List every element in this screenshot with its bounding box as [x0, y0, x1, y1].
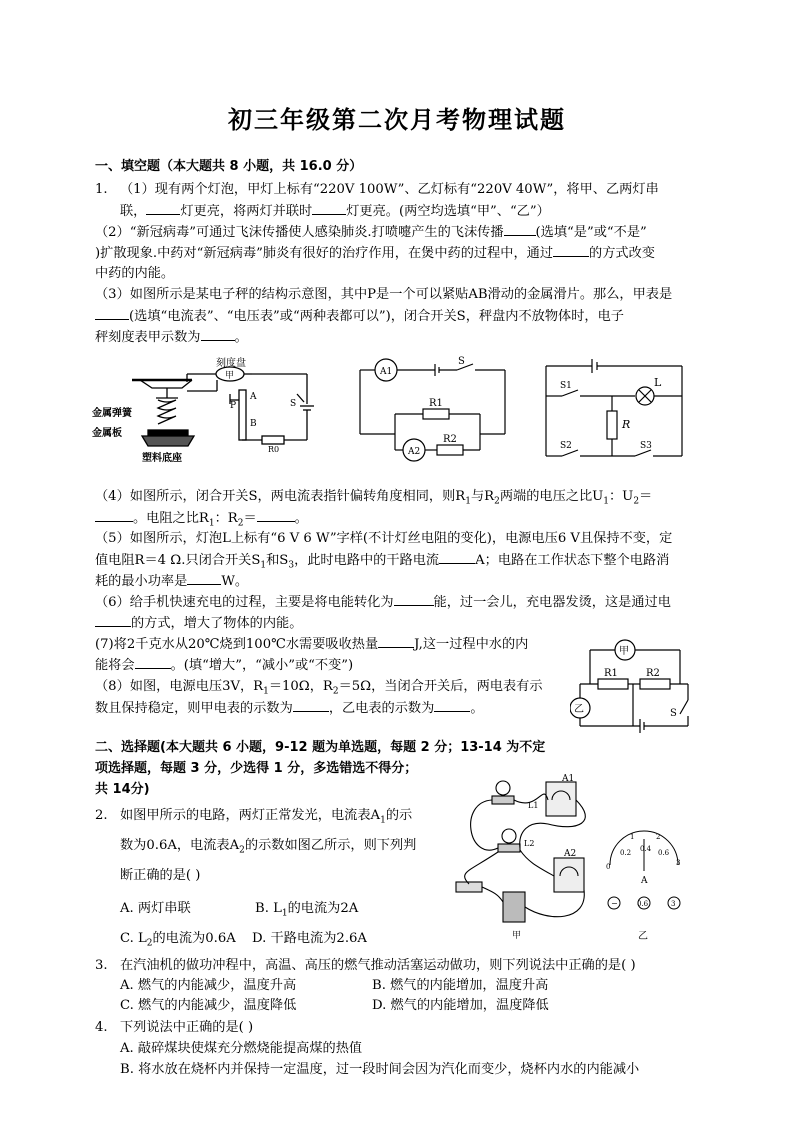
q3-number: 3.: [95, 958, 108, 973]
page-title: 初三年级第二次月考物理试题: [228, 105, 566, 134]
q3-option-b: B. 燃气的内能增加，温度升高: [372, 978, 549, 993]
dial-tick-0-6: 0.6: [658, 849, 670, 857]
q1-part5-line3: [95, 571, 248, 592]
q1-part6-line2: [95, 613, 302, 634]
q1-part3-line1: （3）如图所示是某电子秤的结构示意图，其中P是一个可以紧贴AB滑动的金属滑片。那么，甲表是: [95, 287, 673, 302]
terminal-0-6-label: 0.6: [637, 900, 649, 908]
meter-jia-yi-circuit-figure: [570, 638, 695, 738]
dial-tick-2: 2: [656, 833, 661, 841]
terminal-3-label: 3: [671, 900, 676, 908]
section2-heading-line2: 项选择题，每题 3 分，少选得 1 分，多选错选不得分；: [95, 761, 418, 776]
answer-blank: [95, 306, 129, 320]
resistor-r-label: R: [622, 418, 631, 431]
text: 。电阻之比R: [133, 511, 209, 526]
resistor-r1-label: R1: [429, 398, 443, 409]
text: 的示数如图乙所示，则下列判: [244, 838, 417, 853]
resistor-r0-label: R0: [268, 445, 280, 454]
switch-s2-label: S2: [560, 441, 572, 451]
q4-stem: 下列说法中正确的是( ): [120, 1020, 254, 1035]
q1-part7-line2: [95, 655, 353, 676]
meter-yi-label: 乙: [574, 704, 584, 715]
figure-jia-label: 甲: [512, 931, 522, 941]
text: 数且保持稳定，则甲电表的示数为: [95, 701, 293, 716]
physical-circuit-figure: [448, 772, 603, 942]
switch-s-label: S: [290, 399, 297, 409]
lamp-resistor-circuit-figure: [540, 356, 690, 466]
answer-blank: [293, 698, 329, 712]
figure-yi-label: 乙: [638, 931, 648, 942]
section2-heading-line1: 二、选择题(本大题共 6 小题，9-12 题为单选题，每题 2 分；13-14 为不定: [95, 740, 546, 755]
text: B. L: [255, 901, 282, 916]
q4-option-a: A. 敲碎煤块使煤充分燃烧能提高煤的热值: [120, 1041, 363, 1056]
meter-jia-label: 甲: [225, 371, 235, 381]
dial-tick-0-4: 0.4: [640, 845, 652, 853]
text: ＝: [243, 511, 257, 526]
q2-option-c: C. $L_2$的电流为0.6A: [120, 931, 236, 949]
text: 。: [294, 511, 308, 526]
q3-option-c: C. 燃气的内能减少，温度降低: [120, 998, 297, 1013]
text: 秤刻度表甲示数为: [95, 330, 201, 345]
slider-p-label: P: [230, 401, 237, 411]
text: 。(填“增大”，“减小”或“不变”): [170, 658, 354, 673]
text: (选填“电流表”、“电压表”或“两种表都可以”)，闭合开关S，秤盘内不放物体时，电子: [129, 309, 624, 324]
text: W。: [221, 574, 249, 589]
plate-label: 金属板: [92, 428, 122, 439]
answer-blank: [201, 327, 235, 341]
ammeter-a2-label: A2: [408, 447, 421, 457]
resistor-r2-label: R2: [646, 668, 660, 679]
text: 的电流为2A: [287, 901, 359, 916]
switch-s1-label: S1: [560, 381, 572, 391]
q4-number: 4.: [95, 1020, 108, 1035]
ammeter-a1-label: A1: [562, 774, 575, 784]
section2-heading-line3: 共 14分): [95, 782, 150, 797]
text: （6）给手机快速充电的过程，主要是将电能转化为: [95, 595, 394, 610]
text: ，此时电路中的干路电流: [294, 553, 440, 568]
text: ＝: [639, 489, 653, 504]
dial-tick-1: 1: [630, 833, 635, 841]
text: A；电路在工作状态下整个电路消: [475, 553, 670, 568]
switch-s-label: S: [670, 708, 677, 719]
dial-tick-0-2: 0.2: [620, 849, 632, 857]
ammeter-dial-figure: [600, 825, 688, 945]
answer-blank: [434, 698, 470, 712]
dial-label: 刻度盘: [216, 358, 246, 369]
answer-blank: [187, 571, 221, 585]
text: （4）如图所示，闭合开关S，两电流表指针偏转角度相同，则R: [95, 489, 466, 504]
q1-part2-line2: [95, 243, 655, 264]
text: 的方式，增大了物体的内能。: [131, 616, 303, 631]
text: 和S: [266, 553, 289, 568]
q1-part5-line2: 值电阻R＝4 Ω.只闭合开关$S_1$和$S_3$，此时电路中的干路电流 A；电路在工作状态下整个电路消: [95, 550, 669, 576]
text: 。: [234, 330, 248, 345]
point-b-label: B: [250, 419, 257, 429]
answer-blank: [439, 550, 475, 564]
text: 如图甲所示的电路，两灯正常发光，电流表A: [120, 808, 381, 823]
lamp-l-label: L: [654, 376, 662, 389]
text: ：U: [609, 489, 634, 504]
answer-blank: [312, 201, 346, 215]
text: 联，: [120, 204, 147, 219]
q1-part1-line1: （1）现有两个灯泡，甲灯上标有“220V 100W”、乙灯标有“220V 40W”，将甲、乙两灯串: [120, 182, 659, 197]
answer-blank: [553, 243, 589, 257]
text: 耗的最小功率是: [95, 574, 188, 589]
answer-blank: [95, 613, 131, 627]
terminal-minus-label: −: [611, 899, 618, 908]
answer-blank: [504, 222, 536, 236]
text: 值电阻R＝4 Ω.只闭合开关S: [95, 553, 261, 568]
answer-blank: [95, 508, 133, 522]
text: (选填“是”或“不是”: [535, 225, 647, 240]
dial-unit-a: A: [641, 876, 648, 886]
section1-heading: 一、填空题（本大题共 8 小题，共 16.0 分）: [95, 159, 363, 174]
text: 能，过一会儿，充电器发烫，这是通过电: [433, 595, 671, 610]
q1-part3-line3: [95, 327, 248, 348]
switch-s-label: S: [458, 356, 465, 367]
q1-part2-line1: [95, 222, 647, 243]
answer-blank: [257, 508, 295, 522]
text: ＝10Ω，R: [268, 679, 333, 694]
text: 两端的电压之比U: [499, 489, 604, 504]
q1-number: 1.: [95, 182, 108, 197]
text: 数为0.6A，电流表A: [120, 838, 240, 853]
q1-part1-line2: [120, 201, 550, 222]
q2-option-b: B. $L_1$的电流为2A: [255, 901, 359, 919]
dial-tick-3: 3: [676, 859, 681, 867]
text: ，乙电表的示数为: [328, 701, 435, 716]
text: 的示: [385, 808, 413, 823]
text: 的电流为0.6A: [152, 931, 236, 946]
resistor-r1-label: R1: [604, 668, 618, 679]
answer-blank: [135, 655, 171, 669]
answer-blank: [378, 634, 414, 648]
text: 与R: [470, 489, 495, 504]
q1-part3-line2: [95, 306, 624, 327]
resistor-r2-label: R2: [443, 434, 457, 445]
text: 。: [470, 701, 484, 716]
q1-part6-line1: [95, 592, 671, 613]
text: 灯更亮。(两空均选填“甲”、“乙”）: [346, 204, 550, 219]
answer-blank: [394, 592, 434, 606]
dial-tick-0: 0: [606, 863, 611, 871]
point-a-label: A: [250, 392, 257, 402]
q3-option-d: D. 燃气的内能增加，温度降低: [372, 998, 549, 1013]
text: C. L: [120, 931, 147, 946]
q2-stem-line1: 如图甲所示的电路，两灯正常发光，电流表$A_1$的示: [120, 808, 413, 826]
lamp-l2-label: L2: [524, 839, 535, 848]
q1-part8-line1: （8）如图，电源电压3V，$R_1=10\Omega$，$R_2=5\Omega$，当闭合开关后，两电表有示: [95, 679, 543, 697]
q2-stem-line2: 数为0.6A，电流表$A_2$的示数如图乙所示，则下列判: [120, 838, 417, 856]
q2-option-a: A. 两灯串联: [120, 901, 191, 916]
q1-part8-line2: [95, 698, 484, 719]
text: )扩散现象.中药对“新冠病毒”肺炎有很好的治疗作用，在煲中药的过程中，通过: [95, 246, 554, 261]
text: 的方式改变: [589, 246, 655, 261]
text: （8）如图，电源电压3V，R: [95, 679, 264, 694]
electronic-scale-figure: [92, 354, 317, 466]
q2-stem-line3: 断正确的是( ): [120, 868, 201, 883]
ammeter-a1-label: A1: [380, 367, 393, 377]
two-ammeter-circuit-figure: [355, 354, 515, 464]
text: （2）“新冠病毒”可通过飞沫传播使人感染肺炎.打喷嚏产生的飞沫传播: [95, 225, 504, 240]
q1-part4-line2: 。电阻之比$R_1$：$R_2=$ 。: [95, 508, 308, 534]
q2-option-d: D. 干路电流为2.6A: [252, 931, 367, 946]
q1-part7-line1: [95, 634, 528, 655]
text: (7)将2千克水从20℃烧到100℃水需要吸收热量: [95, 637, 379, 652]
q3-stem: 在汽油机的做功冲程中，高温、高压的燃气推动活塞运动做功，则下列说法中正确的是( ): [120, 958, 636, 973]
text: ：R: [214, 511, 238, 526]
meter-jia-label: 甲: [619, 646, 629, 657]
q1-part4-line1: （4）如图所示，闭合开关S，两电流表指针偏转角度相同，则$R_1$与$R_2$两端的电压之比$U_1$：$U_2=$: [95, 489, 653, 507]
text: ＝5Ω，当闭合开关后，两电表有示: [338, 679, 543, 694]
text: 能将会: [95, 658, 135, 673]
switch-s3-label: S3: [640, 441, 652, 451]
q3-option-a: A. 燃气的内能减少，温度升高: [120, 978, 297, 993]
text: 灯更亮，将两灯并联时: [180, 204, 313, 219]
q1-part2-line3: 中药的内能。: [95, 266, 175, 281]
answer-blank: [146, 201, 180, 215]
spring-label: 金属弹簧: [92, 408, 132, 419]
q1-part5-line1: （5）如图所示，灯泡L上标有“6 V 6 W”字样(不计灯丝电阻的变化)，电源电压6 V且保持不变，定: [95, 531, 673, 546]
text: J,这一过程中水的内: [414, 637, 529, 652]
lamp-l1-label: L1: [528, 801, 539, 810]
q2-number: 2.: [95, 808, 108, 823]
q4-option-b: B. 将水放在烧杯内并保持一定温度，过一段时间会因为汽化而变少，烧杯内水的内能减小: [120, 1062, 640, 1077]
base-label: 塑料底座: [142, 453, 182, 464]
ammeter-a2-label: A2: [564, 849, 577, 859]
